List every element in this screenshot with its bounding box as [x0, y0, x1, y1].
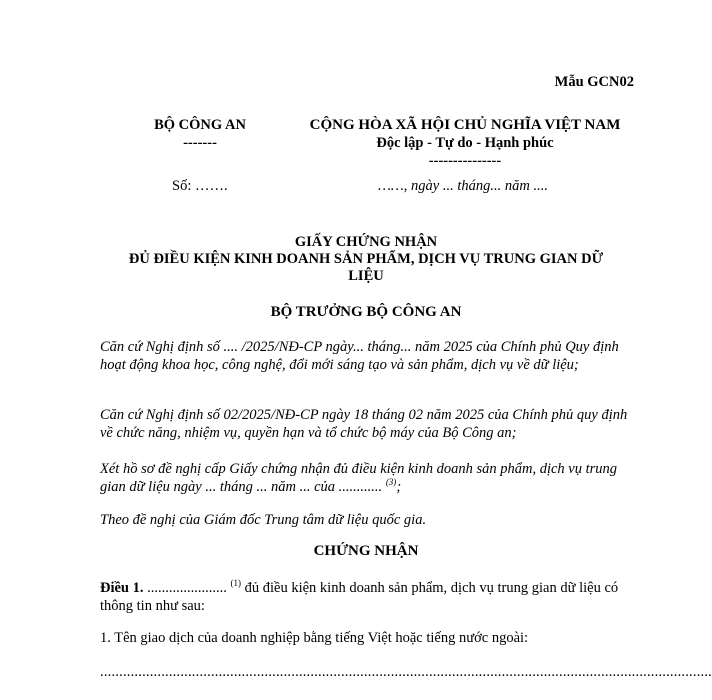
certificate-title: [100, 234, 632, 285]
title-line-1: GIẤY CHỨNG NHẬN: [294, 234, 438, 250]
article-1: [100, 579, 632, 615]
footnote-ref-1: (1): [230, 578, 241, 589]
document-date: ……, ngày ... tháng... năm ....: [378, 178, 548, 194]
certify-heading: CHỨNG NHẬN: [313, 543, 419, 559]
minister-heading: BỘ TRƯỞNG BỘ CÔNG AN: [270, 304, 462, 320]
document-number: Số: …….: [172, 178, 228, 194]
preamble-paragraph-3: [100, 460, 632, 496]
national-motto: Độc lập - Tự do - Hạnh phúc: [376, 135, 554, 151]
national-header: [290, 116, 640, 170]
motto-rule: ---------------: [428, 153, 502, 169]
preamble-paragraph-3-text: Xét hồ sơ đề nghị cấp Giấy chứng nhận đủ điều kiện kinh doanh sản phẩm, dịch vụ trung gian dữ liệu ngày ... tháng ... năm ... của ............: [100, 461, 618, 495]
issuer-header: [120, 116, 280, 152]
article-1-text: đủ điều kiện kinh doanh sản phẩm, dịch vụ trung gian dữ liệu có thông tin như sau:: [100, 580, 619, 614]
footnote-ref-3: (3): [385, 477, 397, 488]
item-1: 1. Tên giao dịch của doanh nghiệp bằng tiếng Việt hoặc tiếng nước ngoài:: [100, 630, 529, 646]
preamble-paragraph-4: Theo đề nghị của Giám đốc Trung tâm dữ liệu quốc gia.: [100, 512, 427, 528]
ministry-rule: -------: [183, 135, 217, 151]
republic-name: CỘNG HÒA XÃ HỘI CHỦ NGHĨA VIỆT NAM: [309, 117, 621, 133]
preamble-paragraph-3-end: ;: [396, 479, 402, 495]
article-1-blank: ......................: [143, 580, 227, 596]
preamble-paragraph-1: Căn cứ Nghị định số .... /2025/NĐ-CP ngày... tháng... năm 2025 của Chính phủ Quy định hoạt động khoa học, công nghệ, đổi mới sáng tạo và sản phẩm, dịch vụ về dữ liệu;: [100, 339, 619, 373]
form-code: Mẫu GCN02: [554, 74, 634, 90]
fill-in-dots-line: ................................................................................................................................................................: [100, 664, 712, 680]
title-line-3: LIỆU: [348, 268, 384, 284]
ministry-name: BỘ CÔNG AN: [154, 117, 246, 133]
preamble-paragraph-2: Căn cứ Nghị định số 02/2025/NĐ-CP ngày 18 tháng 02 năm 2025 của Chính phủ quy định về chức năng, nhiệm vụ, quyền hạn và tổ chức bộ máy của Bộ Công an;: [100, 407, 628, 441]
title-line-2: ĐỦ ĐIỀU KIỆN KINH DOANH SẢN PHẨM, DỊCH VỤ TRUNG GIAN DỮ: [128, 251, 604, 267]
article-1-label: Điều 1.: [100, 580, 144, 596]
